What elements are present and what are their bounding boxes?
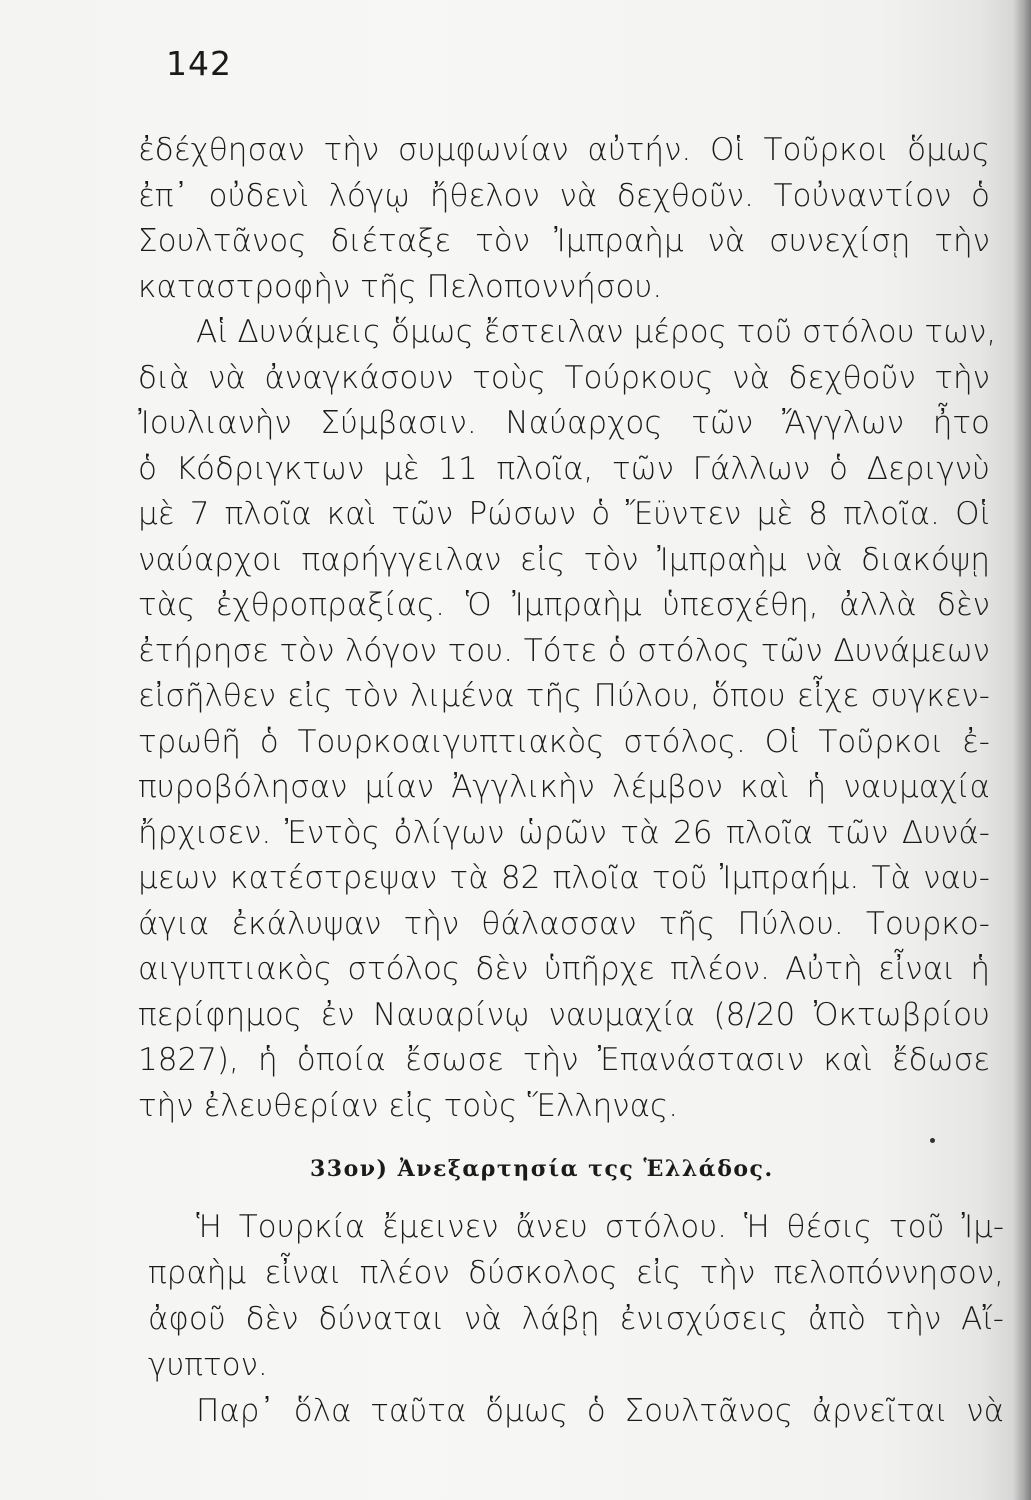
section-heading: 33ον) Ἀνεξαρτησία τςς Ἑλλάδος. xyxy=(310,1156,774,1182)
text-line: ἐπ᾽ οὐδενὶ λόγῳ ἤθελον νὰ δεχθοῦν. Τοὐναντίον ὁ xyxy=(138,177,990,214)
text-line: Παρ᾽ ὅλα ταῦτα ὅμως ὁ Σουλτᾶνος ἀρνεῖται νὰ xyxy=(196,1393,1004,1429)
text-line: άγια ἐκάλυψαν τὴν θάλασσαν τῆς Πύλου. Τουρκο- xyxy=(138,905,990,942)
text-line: ναύαρχοι παρήγγειλαν εἰς τὸν Ἰμπραὴμ νὰ διακόψῃ xyxy=(138,541,990,578)
main-text xyxy=(138,128,997,1129)
text-line: Ἡ Τουρκία ἔμεινεν ἄνευ στόλου. Ἡ θέσις τοῦ Ἰμ- xyxy=(196,1209,1004,1245)
text-line: ἤρχισεν. Ἐντὸς ὀλίγων ὡρῶν τὰ 26 πλοῖα τῶν Δυνά- xyxy=(138,814,990,851)
text-line: πραὴμ εἶναι πλέον δύσκολος εἰς τὴν πελοπόννησον, xyxy=(148,1255,1004,1291)
text-line: περίφημος ἐν Ναυαρίνῳ ναυμαχία (8/20 Ὀκτωβρίου xyxy=(138,996,990,1033)
text-line: ἐδέχθησαν τὴν συμφωνίαν αὐτήν. Οἱ Τοῦρκοι ὅμως xyxy=(138,132,990,168)
text-line: μεων κατέστρεψαν τὰ 82 πλοῖα τοῦ Ἰμπραήμ. Τὰ ναυ- xyxy=(138,860,990,896)
page-number: 142 xyxy=(166,44,232,83)
text-line: γυπτον. xyxy=(148,1347,268,1383)
text-line: τὰς ἐχθροπραξίας. Ὁ Ἰμπραὴμ ὑπεσχέθη, ἀλλὰ δὲν xyxy=(138,587,990,623)
text-line: τὴν ἐλευθερίαν εἰς τοὺς Ἕλληνας. xyxy=(138,1087,679,1124)
text-line: εἰσῆλθεν εἰς τὸν λιμένα τῆς Πύλου, ὅπου εἶχε συγκεν- xyxy=(138,678,990,714)
text-line: αιγυπτιακὸς στόλος δὲν ὑπῆρχε πλέον. Αὐτὴ εἶναι ἡ xyxy=(138,951,990,987)
text-line: διὰ νὰ ἀναγκάσουν τοὺς Τούρκους νὰ δεχθοῦν τὴν xyxy=(138,359,990,396)
text-line: τρωθῆ ὁ Τουρκοαιγυπτιακὸς στόλος. Οἱ Τοῦρκοι ἐ- xyxy=(138,723,990,760)
text-line: μὲ 7 πλοῖα καὶ τῶν Ρώσων ὁ Ἔϋντεν μὲ 8 πλοῖα. Οἱ xyxy=(138,496,990,532)
text-line: ὁ Κόδριγκτων μὲ 11 πλοῖα, τῶν Γάλλων ὁ Δεριγνὺ xyxy=(138,450,990,487)
text-line: ἀφοῦ δὲν δύναται νὰ λάβῃ ἐνισχύσεις ἀπὸ τὴν Αἴ- xyxy=(148,1301,1004,1337)
text-line: πυροβόλησαν μίαν Ἀγγλικὴν λέμβον καὶ ἡ ναυμαχία xyxy=(138,769,990,805)
text-line: Ἰουλιανὴν Σύμβασιν. Ναύαρχος τῶν Ἄγγλων ἦτο xyxy=(138,405,990,441)
section-text xyxy=(148,1204,1004,1434)
text-line: καταστροφὴν τῆς Πελοποννήσου. xyxy=(138,268,663,305)
text-line: Αἱ Δυνάμεις ὅμως ἔστειλαν μέρος τοῦ στόλου των, xyxy=(196,314,997,350)
text-line: 1827), ἡ ὁποία ἔσωσε τὴν Ἐπανάστασιν καὶ ἔδωσε xyxy=(138,1042,990,1078)
text-line: Σουλτᾶνος διέταξε τὸν Ἰμπραὴμ νὰ συνεχίσῃ τὴν xyxy=(138,223,990,259)
ink-speck xyxy=(930,1138,935,1143)
text-line: ἐτήρησε τὸν λόγον του. Τότε ὁ στόλος τῶν Δυνάμεων xyxy=(138,632,990,669)
page-edge-shadow xyxy=(1013,0,1031,1500)
